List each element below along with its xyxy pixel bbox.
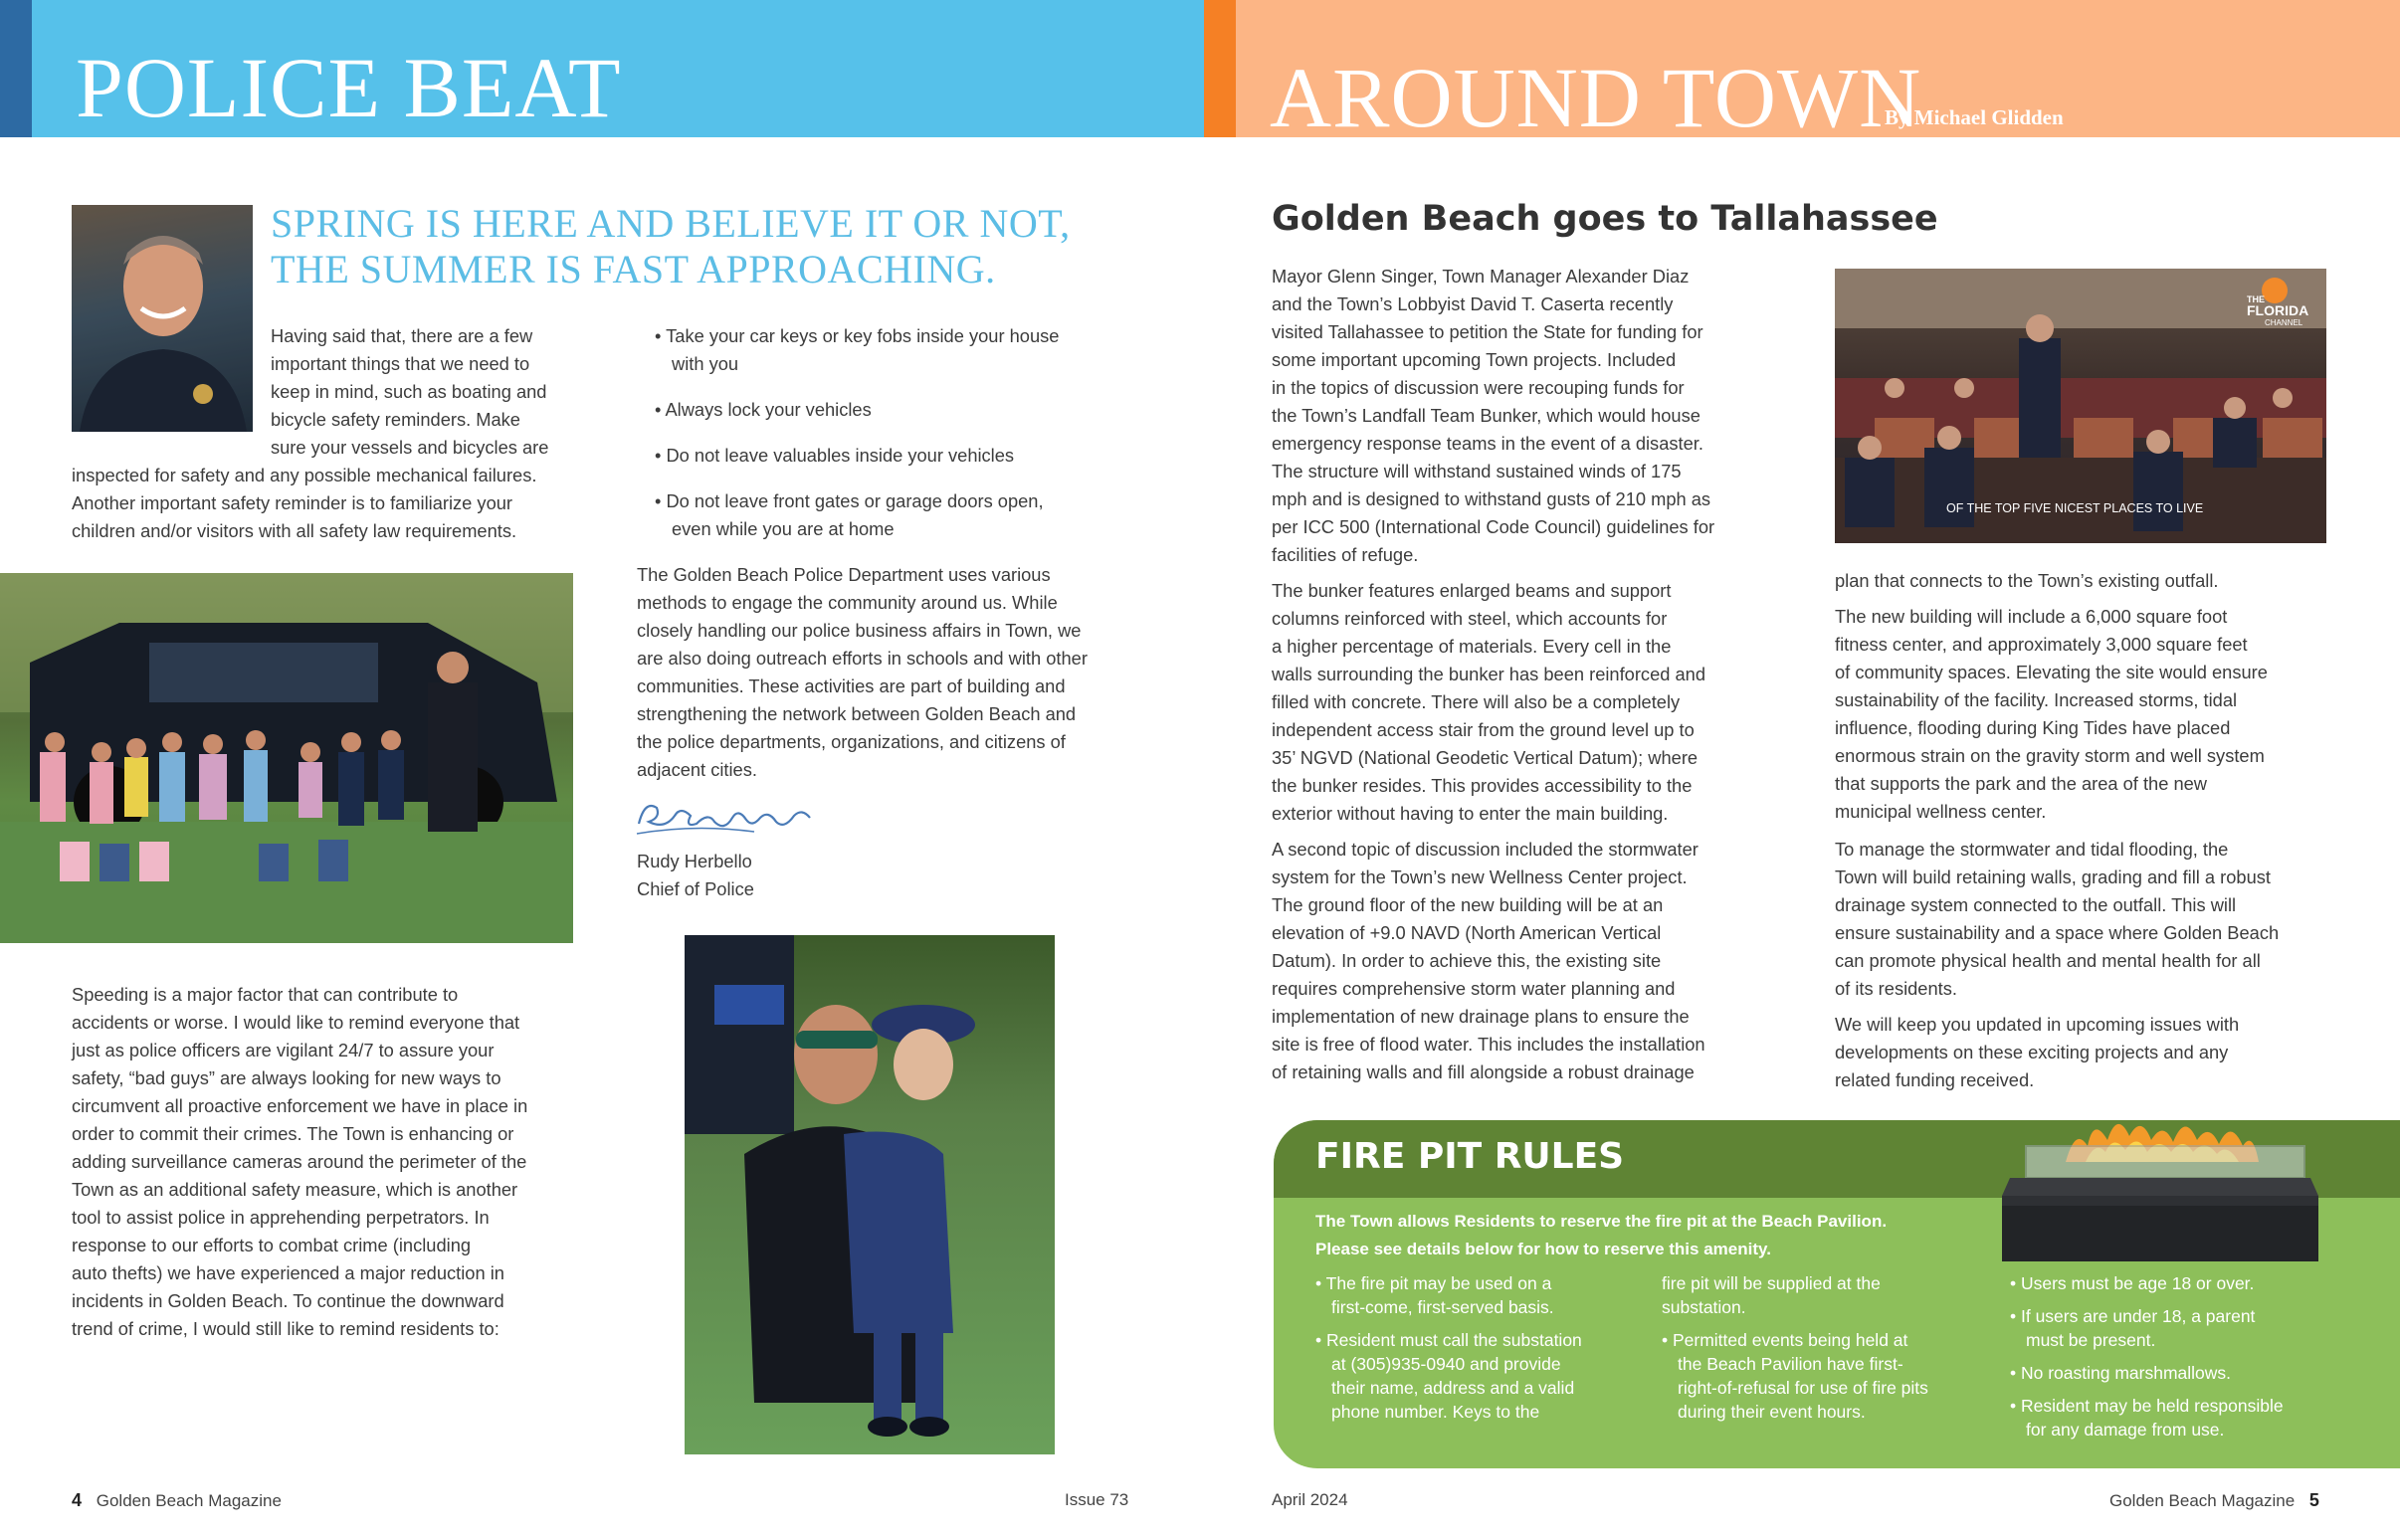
list-item: fire pit will be supplied at the substation. xyxy=(1662,1273,1881,1317)
officer-with-child-photo xyxy=(685,935,1055,1454)
list-item: • The fire pit may be used on a first-come, first-served basis. xyxy=(1315,1273,1554,1317)
article-paragraph: To manage the stormwater and tidal flooding, the Town will build retaining walls, grading and fill a robust drainage system connected to the outfall. This will ensure sustainability and a space where Golden Beach can promote physical health and mental health for all of its residents. xyxy=(1835,839,2280,999)
police-beat-banner xyxy=(0,0,1204,137)
list-item: • Permitted events being held at the Beach Pavilion have first- right-of-refusal for use of fire pits during their event hours. xyxy=(1662,1330,1928,1422)
tv-logo-sub: CHANNEL xyxy=(2265,318,2303,327)
list-item: • Take your car keys or key fobs inside your house with you xyxy=(655,325,1060,374)
article-paragraph: Mayor Glenn Singer, Town Manager Alexander Diaz and the Town’s Lobbyist David T. Caserta recently visited Tallahassee to petition the State for funding for some important upcoming Town projects. Included in the topics of discussion were recouping funds for the Town’s Landfall Team Bunker, which would house emergency response teams in the event of a disaster. The structure will withstand sustained winds of 175 mph and is designed to withstand gusts of 210 mph as per ICC 500 (International Code Council) guidelines for facilities of refuge. xyxy=(1272,266,1715,565)
banner-accent-stripe xyxy=(0,0,32,137)
fire-pit-illustration xyxy=(1996,1106,2324,1265)
article-paragraph: A second topic of discussion included the stormwater system for the Town’s new Wellness Center project. The ground floor of the new building will be at an elevation of +9.0 NAVD (North American Vertical Datum). In order to achieve this, the existing site requires comprehensive storm water planning and implementation of new drainage plans to ensure the site is free of flood water. This includes the installation of retaining walls and fill alongside a robust drainage xyxy=(1272,839,1705,1082)
issue-date: April 2024 xyxy=(1272,1490,1348,1509)
list-item: • No roasting marshmallows. xyxy=(2010,1363,2232,1383)
list-item: • Resident may be held responsible for any damage from use. xyxy=(2010,1396,2284,1440)
fire-pit-title: FIRE PIT RULES xyxy=(1315,1136,1625,1177)
article-paragraph: plan that connects to the Town’s existing outfall. xyxy=(1835,570,2219,591)
list-item: • Resident must call the substation at (305)935-0940 and provide their name, address and a valid phone number. Keys to the xyxy=(1315,1330,1582,1422)
list-item: • Do not leave valuables inside your vehicles xyxy=(655,445,1015,466)
florida-channel-screenshot xyxy=(1835,269,2326,543)
tv-logo-small: THE xyxy=(2247,294,2265,304)
intro-paragraph-narrow: Having said that, there are a few important things that we need to keep in mind, such as boating and bicycle safety reminders. Make sure your vessels and bicycles are xyxy=(271,325,549,458)
intro-paragraph-wide: inspected for safety and any possible mechanical failures. Another important safety reminder is to familiarize your children and/or visitors with all safety law requirements. xyxy=(72,465,537,541)
list-item: • Do not leave front gates or garage doors open, even while you are at home xyxy=(655,490,1044,539)
list-item: • If users are under 18, a parent must be present. xyxy=(2010,1306,2256,1350)
page-number: 4 xyxy=(72,1490,83,1510)
fire-rules-column xyxy=(2010,1271,2284,1450)
signer-name: Rudy Herbello xyxy=(637,851,752,871)
article-headline: Golden Beach goes to Tallahassee xyxy=(1272,199,1938,239)
chief-signature xyxy=(635,794,814,842)
signer-title: Chief of Police xyxy=(637,878,754,899)
article-headline: SPRING IS HERE AND BELIEVE IT OR NOT, THE SUMMER IS FAST APPROACHING. xyxy=(271,201,1071,291)
fire-pit-intro: The Town allows Residents to reserve the fire pit at the Beach Pavilion. Please see details below for how to reserve this amenity. xyxy=(1315,1212,1888,1258)
left-footer xyxy=(72,1490,282,1511)
issue-number: Issue 73 xyxy=(1065,1490,1129,1509)
magazine-name: Golden Beach Magazine xyxy=(96,1491,282,1510)
signature-block xyxy=(637,848,754,903)
list-item: • Always lock your vehicles xyxy=(655,399,872,420)
fire-rules-column xyxy=(1315,1271,1582,1433)
article-paragraph: The bunker features enlarged beams and support columns reinforced with steel, which accounts for a higher percentage of materials. Every cell in the walls surrounding the bunker has been reinforced and filled with concrete. There will also be a completely independent access stair from the ground level up to 35’ NGVD (National Geodetic Vertical Datum); where the bunker resides. This provides accessibility to the exterior without having to enter the main building. xyxy=(1272,580,1705,824)
list-item: • Users must be age 18 or over. xyxy=(2010,1273,2255,1293)
banner-title: AROUND TOWN xyxy=(1270,50,1922,145)
article-paragraph: The new building will include a 6,000 square foot fitness center, and approximately 3,000 square feet of community spaces. Elevating the site would ensure sustainability of the facility. Increased storms, tidal influence, flooding during King Tides have placed enormous strain on the gravity storm and well system that supports the park and the area of the new municipal wellness center. xyxy=(1835,606,2268,822)
tv-logo: FLORIDA xyxy=(2247,302,2309,318)
safety-bullet-list xyxy=(655,322,1059,561)
outreach-paragraph: The Golden Beach Police Department uses various methods to engage the community around us. While closely handling our police business affairs in Town, we are also doing outreach efforts in schools and with other communities. These activities are part of building and strengthening the network between Golden Beach and the police departments, organizations, and citizens of adjacent cities. xyxy=(637,564,1088,780)
fire-rules-column xyxy=(1662,1271,1928,1433)
around-town-banner xyxy=(1204,0,2400,145)
page-number: 5 xyxy=(2308,1490,2319,1510)
right-footer xyxy=(2109,1490,2319,1511)
banner-title: POLICE BEAT xyxy=(76,40,622,135)
tv-caption: OF THE TOP FIVE NICEST PLACES TO LIVE xyxy=(1946,501,2204,515)
officers-with-children-photo xyxy=(0,573,573,943)
banner-accent-stripe xyxy=(1204,0,1236,137)
police-chief-portrait xyxy=(72,205,253,432)
magazine-name: Golden Beach Magazine xyxy=(2109,1491,2296,1510)
speeding-paragraph: Speeding is a major factor that can contribute to accidents or worse. I would like to remind everyone that just as police officers are vigilant 24/7 to assure your safety, “bad guys” are always looking for new ways to circumvent all proactive enforcement we have in place in order to commit their crimes. The Town is enhancing or adding surveillance cameras around the perimeter of the Town as an additional safety measure, which is another tool to assist police in apprehending perpetrators. In response to our efforts to combat crime (including auto thefts) we have experienced a major reduction in incidents in Golden Beach. To continue the downward trend of crime, I would still like to remind residents to: xyxy=(72,984,528,1339)
byline: By Michael Glidden xyxy=(1885,105,2064,129)
article-paragraph: We will keep you updated in upcoming issues with developments on these exciting projects and any related funding received. xyxy=(1835,1014,2240,1090)
